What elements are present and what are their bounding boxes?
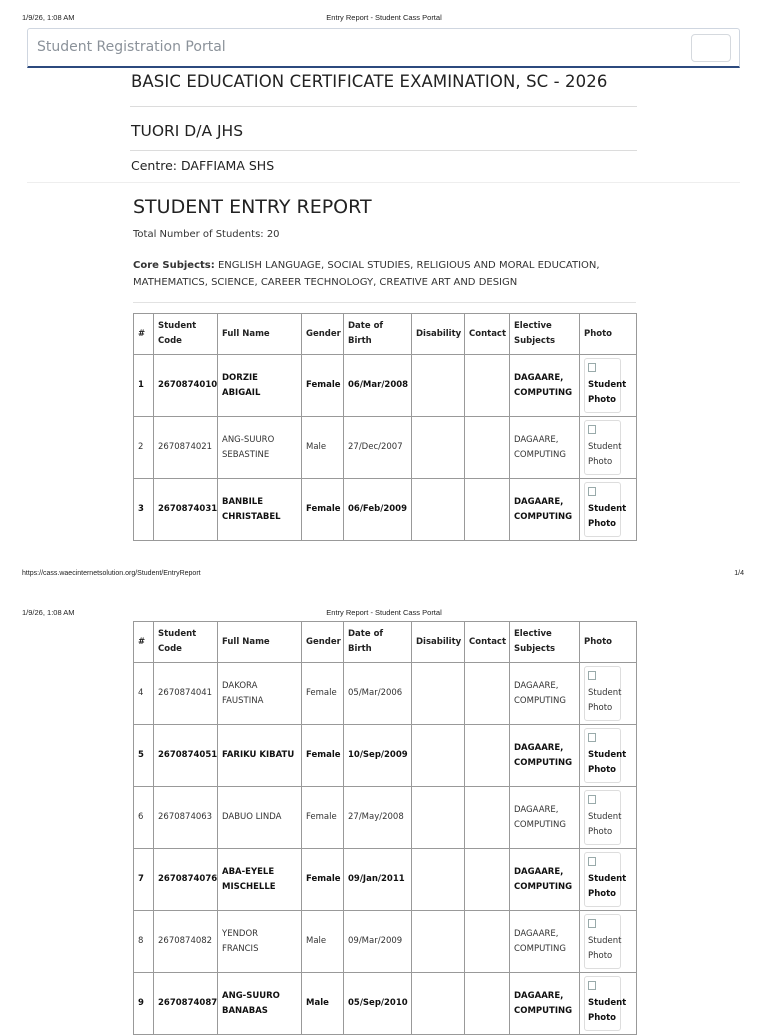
- photo-cell: [580, 417, 637, 479]
- student-photo: [584, 666, 621, 721]
- full-name-cell: DORZIE ABIGAIL: [218, 355, 302, 417]
- entry-table: [133, 313, 637, 541]
- divider: [27, 182, 740, 183]
- exam-title: BASIC EDUCATION CERTIFICATE EXAMINATION, SC - 2026: [131, 72, 608, 91]
- elective-subjects-cell: DAGAARE, COMPUTING: [510, 911, 580, 973]
- elective-subjects-cell: DAGAARE, COMPUTING: [510, 849, 580, 911]
- photo-alt-text: Student Photo: [588, 504, 627, 529]
- contact-cell: [465, 663, 510, 725]
- elective-subjects-cell: DAGAARE, COMPUTING: [510, 355, 580, 417]
- contact-cell: [465, 479, 510, 541]
- column-header: Gender: [302, 314, 344, 355]
- print-datetime: 1/9/26, 1:08 AM: [22, 608, 75, 617]
- core-subjects-list: ENGLISH LANGUAGE, SOCIAL STUDIES, RELIGIOUS AND MORAL EDUCATION, MATHEMATICS, SCIENCE, CAREER TECHNOLOGY, CREATIVE ART AND DESIGN: [133, 260, 600, 288]
- contact-cell: [465, 849, 510, 911]
- contact-cell: [465, 787, 510, 849]
- disability-cell: [412, 849, 465, 911]
- disability-cell: [412, 479, 465, 541]
- photo-cell: [580, 355, 637, 417]
- date-of-birth-cell: 09/Jan/2011: [344, 849, 412, 911]
- table-body: [134, 355, 637, 541]
- date-of-birth-cell: 06/Mar/2008: [344, 355, 412, 417]
- student-photo: [584, 852, 627, 907]
- table-row: [134, 479, 637, 541]
- core-subjects: [133, 257, 603, 291]
- column-header: Full Name: [218, 314, 302, 355]
- table-row: [134, 663, 637, 725]
- contact-cell: [465, 417, 510, 479]
- table-header: [134, 314, 637, 355]
- full-name-cell: DABUO LINDA: [218, 787, 302, 849]
- contact-cell: [465, 725, 510, 787]
- column-header: Disability: [412, 622, 465, 663]
- total-students: Total Number of Students: 20: [133, 229, 280, 240]
- broken-image-icon: [588, 981, 596, 990]
- table-row: [134, 725, 637, 787]
- print-url: https://cass.waecinternetsolution.org/Student/EntryReport: [22, 570, 201, 577]
- student-code-cell: 2670874051: [154, 725, 218, 787]
- column-header: Elective Subjects: [510, 622, 580, 663]
- student-code-cell: 2670874021: [154, 417, 218, 479]
- full-name-cell: ABA-EYELE MISCHELLE: [218, 849, 302, 911]
- print-page-number: 1/4: [734, 570, 744, 577]
- photo-alt-text: Student Photo: [588, 688, 622, 713]
- date-of-birth-cell: 27/Dec/2007: [344, 417, 412, 479]
- school-name: TUORI D/A JHS: [131, 122, 244, 140]
- full-name-cell: YENDOR FRANCIS: [218, 911, 302, 973]
- row-number-cell: 3: [134, 479, 154, 541]
- divider: [130, 150, 637, 151]
- photo-alt-text: Student Photo: [588, 998, 627, 1023]
- print-doc-title: Entry Report - Student Cass Portal: [326, 13, 442, 22]
- gender-cell: Female: [302, 849, 344, 911]
- gender-cell: Male: [302, 973, 344, 1035]
- photo-cell: [580, 787, 637, 849]
- full-name-cell: ANG-SUURO SEBASTINE: [218, 417, 302, 479]
- navbar-toggler-button[interactable]: [691, 34, 731, 62]
- broken-image-icon: [588, 671, 596, 680]
- full-name-cell: ANG-SUURO BANABAS: [218, 973, 302, 1035]
- print-footer: [0, 570, 768, 584]
- date-of-birth-cell: 06/Feb/2009: [344, 479, 412, 541]
- table-body: [134, 663, 637, 1035]
- student-code-cell: 2670874076: [154, 849, 218, 911]
- broken-image-icon: [588, 425, 596, 434]
- column-header: Contact: [465, 314, 510, 355]
- centre-name: Centre: DAFFIAMA SHS: [131, 158, 275, 173]
- gender-cell: Female: [302, 787, 344, 849]
- disability-cell: [412, 973, 465, 1035]
- photo-cell: [580, 725, 637, 787]
- broken-image-icon: [588, 795, 596, 804]
- disability-cell: [412, 663, 465, 725]
- table-row: [134, 417, 637, 479]
- navbar-brand[interactable]: Student Registration Portal: [37, 39, 226, 55]
- row-number-cell: 8: [134, 911, 154, 973]
- broken-image-icon: [588, 487, 596, 496]
- navbar: [27, 28, 740, 68]
- column-header: Student Code: [154, 314, 218, 355]
- contact-cell: [465, 973, 510, 1035]
- contact-cell: [465, 355, 510, 417]
- photo-alt-text: Student Photo: [588, 750, 627, 775]
- column-header: #: [134, 622, 154, 663]
- column-header: Gender: [302, 622, 344, 663]
- header-row: [134, 622, 637, 663]
- disability-cell: [412, 725, 465, 787]
- gender-cell: Female: [302, 725, 344, 787]
- print-header: [0, 13, 768, 29]
- table-row: [134, 355, 637, 417]
- student-photo: [584, 482, 627, 537]
- photo-cell: [580, 479, 637, 541]
- photo-alt-text: Student Photo: [588, 874, 627, 899]
- row-number-cell: 2: [134, 417, 154, 479]
- column-header: Date of Birth: [344, 314, 412, 355]
- student-code-cell: 2670874041: [154, 663, 218, 725]
- elective-subjects-cell: DAGAARE, COMPUTING: [510, 479, 580, 541]
- entry-table-continued: [133, 621, 637, 1035]
- contact-cell: [465, 911, 510, 973]
- date-of-birth-cell: 10/Sep/2009: [344, 725, 412, 787]
- table-header: [134, 622, 637, 663]
- elective-subjects-cell: DAGAARE, COMPUTING: [510, 725, 580, 787]
- report-title: STUDENT ENTRY REPORT: [133, 196, 372, 218]
- column-header: Date of Birth: [344, 622, 412, 663]
- broken-image-icon: [588, 919, 596, 928]
- elective-subjects-cell: DAGAARE, COMPUTING: [510, 973, 580, 1035]
- column-header: Photo: [580, 314, 637, 355]
- gender-cell: Female: [302, 355, 344, 417]
- row-number-cell: 4: [134, 663, 154, 725]
- student-code-cell: 2670874010: [154, 355, 218, 417]
- row-number-cell: 9: [134, 973, 154, 1035]
- broken-image-icon: [588, 363, 596, 372]
- student-photo: [584, 914, 621, 969]
- photo-alt-text: Student Photo: [588, 936, 622, 961]
- student-photo: [584, 976, 627, 1031]
- table-row: [134, 849, 637, 911]
- elective-subjects-cell: DAGAARE, COMPUTING: [510, 663, 580, 725]
- row-number-cell: 6: [134, 787, 154, 849]
- disability-cell: [412, 787, 465, 849]
- student-code-cell: 2670874063: [154, 787, 218, 849]
- student-photo: [584, 728, 627, 783]
- gender-cell: Female: [302, 479, 344, 541]
- photo-alt-text: Student Photo: [588, 442, 622, 467]
- date-of-birth-cell: 05/Mar/2006: [344, 663, 412, 725]
- full-name-cell: FARIKU KIBATU: [218, 725, 302, 787]
- gender-cell: Male: [302, 417, 344, 479]
- column-header: Student Code: [154, 622, 218, 663]
- disability-cell: [412, 355, 465, 417]
- student-code-cell: 2670874087: [154, 973, 218, 1035]
- student-code-cell: 2670874031: [154, 479, 218, 541]
- student-photo: [584, 790, 621, 845]
- column-header: #: [134, 314, 154, 355]
- date-of-birth-cell: 27/May/2008: [344, 787, 412, 849]
- photo-cell: [580, 663, 637, 725]
- divider: [133, 302, 636, 303]
- core-subjects-label: Core Subjects:: [133, 260, 215, 271]
- broken-image-icon: [588, 857, 596, 866]
- student-code-cell: 2670874082: [154, 911, 218, 973]
- full-name-cell: BANBILE CHRISTABEL: [218, 479, 302, 541]
- print-doc-title: Entry Report - Student Cass Portal: [326, 608, 442, 617]
- table-row: [134, 911, 637, 973]
- column-header: Elective Subjects: [510, 314, 580, 355]
- column-header: Photo: [580, 622, 637, 663]
- column-header: Contact: [465, 622, 510, 663]
- table-row: [134, 973, 637, 1035]
- disability-cell: [412, 417, 465, 479]
- divider: [130, 106, 637, 107]
- elective-subjects-cell: DAGAARE, COMPUTING: [510, 787, 580, 849]
- photo-cell: [580, 849, 637, 911]
- photo-alt-text: Student Photo: [588, 812, 622, 837]
- gender-cell: Female: [302, 663, 344, 725]
- table-row: [134, 787, 637, 849]
- elective-subjects-cell: DAGAARE, COMPUTING: [510, 417, 580, 479]
- student-photo: [584, 358, 627, 413]
- full-name-cell: DAKORA FAUSTINA: [218, 663, 302, 725]
- row-number-cell: 1: [134, 355, 154, 417]
- row-number-cell: 7: [134, 849, 154, 911]
- column-header: Disability: [412, 314, 465, 355]
- photo-alt-text: Student Photo: [588, 380, 627, 405]
- date-of-birth-cell: 09/Mar/2009: [344, 911, 412, 973]
- print-datetime: 1/9/26, 1:08 AM: [22, 13, 75, 22]
- broken-image-icon: [588, 733, 596, 742]
- disability-cell: [412, 911, 465, 973]
- header-row: [134, 314, 637, 355]
- column-header: Full Name: [218, 622, 302, 663]
- gender-cell: Male: [302, 911, 344, 973]
- row-number-cell: 5: [134, 725, 154, 787]
- date-of-birth-cell: 05/Sep/2010: [344, 973, 412, 1035]
- student-photo: [584, 420, 621, 475]
- photo-cell: [580, 911, 637, 973]
- photo-cell: [580, 973, 637, 1035]
